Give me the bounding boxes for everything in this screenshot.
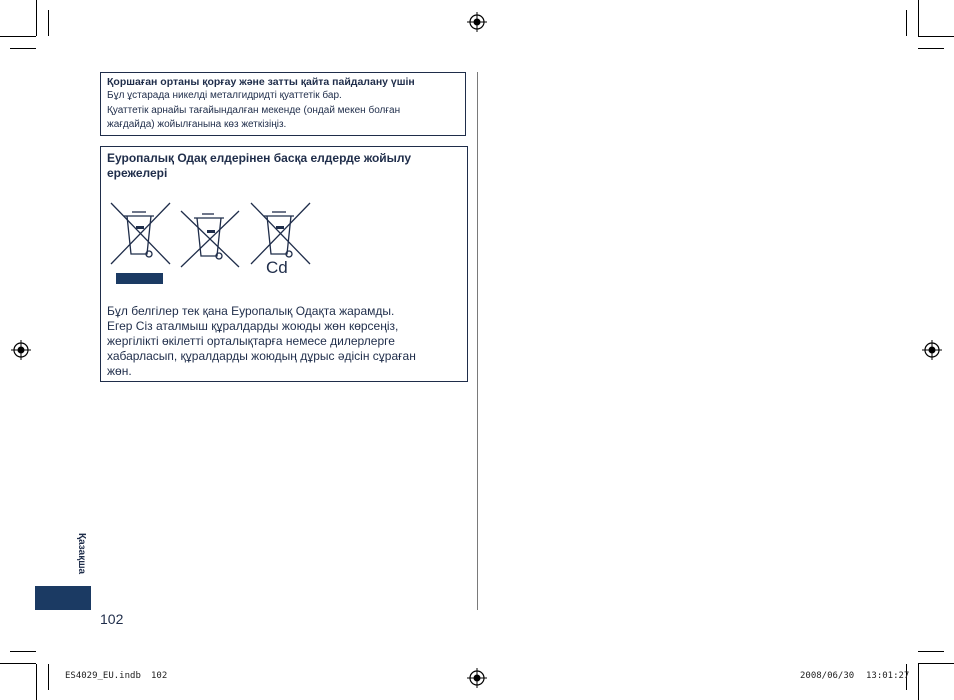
environment-notice-box	[100, 72, 466, 136]
column-divider	[477, 72, 478, 610]
separate-collection-bar	[116, 273, 163, 284]
disposal-body-line: хабарласып, құралдарды жоюдың дұрыс әдісін сұраған	[107, 349, 416, 363]
disposal-body-line: Егер Сіз аталмыш құралдарды жоюды жөн көрсеңіз,	[107, 319, 399, 333]
language-tab	[35, 586, 91, 610]
crossed-bin-icon	[180, 210, 240, 268]
environment-notice-title: Қоршаған ортаны қорғау және затты қайта пайдалану үшін	[107, 76, 415, 88]
cadmium-label: Cd	[266, 258, 288, 277]
registration-mark-icon	[467, 668, 487, 688]
footer-file-name: ES4029_EU.indb	[65, 671, 141, 681]
disposal-body-line: Бұл белгілер тек қана Еуропалық Одақта жарамды.	[107, 304, 395, 318]
footer-file-page: 102	[151, 671, 168, 681]
footer-date: 2008/06/30	[800, 671, 855, 681]
disposal-notice-body	[107, 304, 463, 379]
disposal-body-line: жөн.	[107, 364, 132, 378]
environment-notice-line: Қуаттетік арнайы тағайындалған мекенде (ондай мекен болған	[107, 104, 401, 116]
registration-mark-icon	[11, 340, 31, 360]
environment-notice-line: жағдайда) жойылғанына көз жеткізіңіз.	[107, 119, 287, 130]
crossed-bin-cd-icon	[250, 202, 312, 266]
registration-mark-icon	[922, 340, 942, 360]
language-tab-label: Қазақша	[76, 533, 87, 575]
environment-notice-line: Бұл ұстарада никелді металгидридті қуаттетік бар.	[107, 90, 342, 101]
disposal-notice-title: Еуропалық Одақ елдерінен басқа елдерде жойылу ережелері	[107, 151, 412, 180]
page-number: 102	[100, 611, 124, 627]
disposal-body-line: жергілікті өкілетті орталықтарға немесе дилерлерге	[107, 334, 395, 348]
footer-time: 13:01:27	[866, 671, 910, 681]
registration-mark-icon	[467, 12, 487, 32]
crossed-bin-bar-icon	[110, 202, 172, 266]
